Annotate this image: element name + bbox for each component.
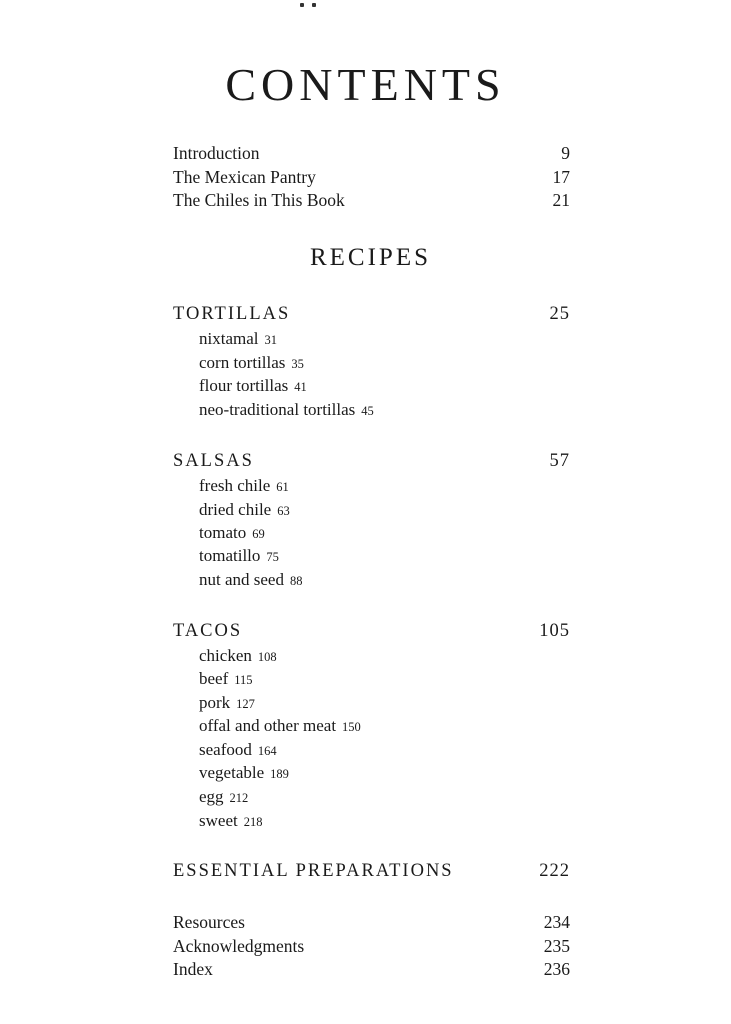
sub-entry-page: 61 [276, 480, 289, 494]
section-tacos [173, 621, 570, 642]
sub-entry-page: 212 [229, 791, 249, 805]
sub-entry-page: 45 [361, 404, 374, 418]
section-page: 25 [549, 304, 570, 324]
section-page: 105 [539, 621, 570, 641]
toc-entry-label: The Mexican Pantry [173, 167, 316, 187]
sub-entry-page: 150 [342, 720, 361, 734]
sub-entry-label: flour tortillas [199, 376, 289, 395]
sub-entry-label: offal and other meat [199, 716, 337, 735]
sub-entry [199, 787, 248, 807]
sub-entry-page: 35 [291, 357, 304, 371]
toc-entry-chiles [173, 190, 570, 211]
section-essential-preparations [173, 861, 570, 882]
recipes-heading: RECIPES [309, 244, 432, 271]
section-label: TORTILLAS [173, 304, 291, 324]
toc-entry-page: 236 [543, 959, 570, 979]
sub-entry-label: neo-traditional tortillas [199, 400, 356, 419]
toc-entry-resources [173, 912, 570, 933]
toc-entry-label: Introduction [173, 143, 260, 163]
toc-entry-label: Index [173, 959, 213, 979]
sub-entry-page: 31 [264, 333, 277, 347]
sub-entry-label: seafood [199, 740, 252, 759]
sub-entry [199, 476, 289, 496]
toc-entry-index [173, 959, 570, 980]
toc-entry-page: 21 [552, 190, 570, 210]
sub-entry-label: pork [199, 693, 231, 712]
sub-entry-label: corn tortillas [199, 353, 286, 372]
sub-entry [199, 353, 304, 373]
sub-entry [199, 500, 290, 520]
sub-entry-label: nixtamal [199, 329, 259, 348]
sub-entry-page: 164 [257, 744, 277, 758]
sub-entry [199, 376, 307, 396]
section-label: ESSENTIAL PREPARATIONS [173, 861, 454, 881]
sub-entry-page: 63 [277, 504, 290, 518]
sub-entry [199, 693, 255, 713]
sub-entry-label: beef [199, 669, 229, 688]
section-tortillas [173, 304, 570, 325]
sub-entry-label: chicken [199, 646, 252, 665]
sub-entry-label: dried chile [199, 500, 272, 519]
sub-entry [199, 811, 262, 831]
sub-entry [199, 740, 277, 760]
sub-entry-page: 41 [294, 380, 307, 394]
page-title: CONTENTS [225, 59, 506, 110]
sub-entry [199, 763, 289, 783]
sub-entry [199, 400, 374, 420]
sub-entry-label: tomato [199, 523, 247, 542]
section-label: SALSAS [173, 451, 254, 471]
sub-entry [199, 523, 265, 543]
section-salsas [173, 451, 570, 472]
section-label: TACOS [173, 621, 243, 641]
toc-entry-acknowledgments [173, 936, 570, 957]
sub-entry [199, 546, 279, 566]
sub-entry-page: 88 [289, 574, 303, 588]
sub-entry-label: fresh chile [199, 476, 271, 495]
sub-entry-label: vegetable [199, 763, 265, 782]
toc-entry-mexican-pantry [173, 167, 570, 188]
toc-entry-label: The Chiles in This Book [173, 190, 345, 210]
sub-entry [199, 646, 277, 666]
sub-entry-page: 189 [270, 767, 289, 781]
section-page: 222 [539, 861, 570, 881]
toc-entry-page: 234 [543, 912, 570, 932]
sub-entry-page: 75 [266, 550, 279, 564]
toc-entry-introduction [173, 143, 570, 164]
sub-entry-label: nut and seed [199, 570, 284, 589]
sub-entry-label: egg [199, 787, 224, 806]
toc-entry-page: 17 [552, 167, 570, 187]
toc-entry-label: Resources [173, 912, 245, 932]
toc-entry-label: Acknowledgments [173, 936, 305, 956]
sub-entry-page: 127 [236, 697, 255, 711]
toc-entry-page: 235 [543, 936, 570, 956]
sub-entry [199, 329, 277, 349]
sub-entry [199, 570, 302, 590]
sub-entry [199, 716, 361, 736]
section-page: 57 [549, 451, 570, 471]
sub-entry-label: sweet [199, 811, 238, 830]
sub-entry-page: 115 [234, 673, 253, 687]
sub-entry [199, 669, 253, 689]
sub-entry-page: 218 [243, 815, 263, 829]
toc-entry-page: 9 [561, 143, 570, 163]
sub-entry-page: 69 [252, 527, 265, 541]
sub-entry-label: tomatillo [199, 546, 261, 565]
sub-entry-page: 108 [257, 650, 277, 664]
